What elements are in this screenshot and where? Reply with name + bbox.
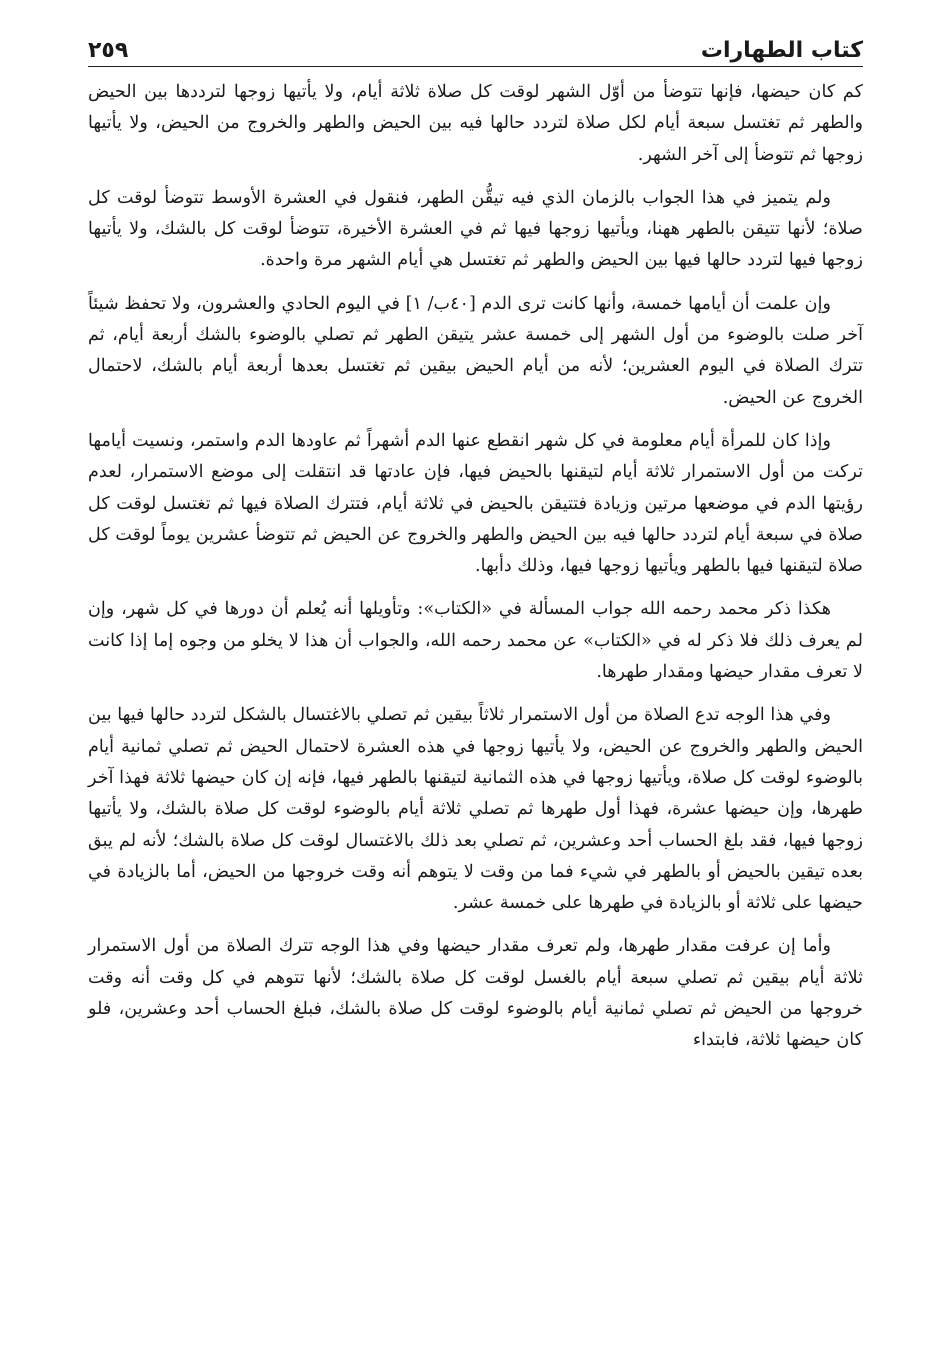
paragraph: وأما إن عرفت مقدار طهرها، ولم تعرف مقدار حيضها وفي هذا الوجه تترك الصلاة من أول الاستمرار ثلاثة أيام بيقين ثم تصلي سبعة أيام بالغسل لوقت كل صلاة بالشك؛ لأنها تتوهم في كل وقت أنه وقت خروجها من الحيض ثم تصلي ثمانية أيام بالوضوء لوقت كل صلاة بالشك، فبلغ الحساب أحد وعشرين، فلو كان حيضها ثلاثة، فابتداء — [88, 936, 863, 1051]
paragraph: هكذا ذكر محمد رحمه الله جواب المسألة في «الكتاب»: وتأويلها أنه يُعلم أن دورها في كل شهر، وإن لم يعرف ذلك فلا ذكر له في «الكتاب» عن محمد رحمه الله، والجواب أن هذا لا يخلو من وجوه إما إذا كانت لا تعرف مقدار حيضها ومقدار طهرها. — [88, 599, 863, 683]
paragraph: وإذا كان للمرأة أيام معلومة في كل شهر انقطع عنها الدم أشهراً ثم عاودها الدم واستمر، ونسيت أيامها تركت من أول الاستمرار ثلاثة أيام لتيقنها بالحيض فيها، فإن عادتها قد انتقلت إلى موضع الاستمرار، لعدم رؤيتها الدم في موضعها مرتين وزيادة فتتيقن بالحيض في ثلاثة أيام، فتترك الصلاة فيها ثم تغتسل لوقت كل صلاة في سبعة أيام لتردد حالها فيه بين الحيض والطهر والخروج عن الحيض ثم تتوضأ عشرين يوماً لوقت كل صلاة لتيقنها فيها بالطهر ويأتيها زوجها فيها، وذلك دأبها. — [88, 430, 863, 577]
paragraph: كم كان حيضها، فإنها تتوضأ من أوّل الشهر لوقت كل صلاة ثلاثة أيام، ولا يأتيها زوجها لترددها بين الحيض والطهر ثم تغتسل سبعة أيام لكل صلاة لتردد حالها فيه بين الحيض والطهر والخروج من الحيض، ولا يأتيها زوجها ثم تتوضأ إلى آخر الشهر. — [88, 82, 863, 165]
page-header — [88, 28, 863, 67]
paragraph: ولم يتميز في هذا الجواب بالزمان الذي فيه تيقُّن الطهر، فنقول في العشرة الأوسط تتوضأ لوقت كل صلاة؛ لأنها تتيقن بالطهر ههنا، ويأتيها زوجها فيها ثم في العشرة الأخيرة، تتوضأ لوقت كل بالشك، ولا يأتيها زوجها فيها لتردد حالها فيها بين الحيض والطهر ثم تغتسل هي أيام الشهر مرة واحدة. — [88, 187, 863, 271]
book-page — [88, 28, 863, 1069]
book-title: كتاب الطهارات — [700, 38, 863, 63]
paragraph: وإن علمت أن أيامها خمسة، وأنها كانت ترى الدم [٤٠ب/ ١] في اليوم الحادي والعشرون، ولا تحفظ شيئاً آخر صلت بالوضوء من أول الشهر إلى خمسة عشر يتيقن الطهر ثم تصلي بالوضوء بالشك أربعة أيام، ثم تترك الصلاة في اليوم العشرين؛ لأنه من أيام الحيض بيقين ثم تغتسل بعدها أربعة أيام بالشك، لاحتمال الخروج عن الحيض. — [88, 293, 863, 408]
paragraph: وفي هذا الوجه تدع الصلاة من أول الاستمرار ثلاثاً بيقين ثم تصلي بالاغتسال بالشكل لتردد حالها فيها بين الحيض والطهر والخروج عن الحيض، ولا يأتيها زوجها في هذه العشرة لاحتمال الحيض ثم تصلي ثمانية أيام بالوضوء لوقت كل صلاة، ويأتيها زوجها في هذه الثمانية لتيقنها بالطهر فيها، فإنه إن كان حيضها ثلاثة فهذا آخر طهرها، وإن حيضها عشرة، فهذا أول طهرها ثم تصلي ثلاثة أيام بالوضوء لوقت كل صلاة بالشك، ولا يأتيها زوجها فيها، فقد بلغ الحساب أحد وعشرين، ثم تصلي بعد ذلك بالاغتسال لوقت كل صلاة بالشك؛ لأنه لم يبق بعده تيقين بالحيض أو بالطهر في شيء فما من وقت لا يتوهم أنه وقت خروجها من الحيض، أما بالزيادة في حيضها على ثلاثة أو بالزيادة في طهرها على خمسة عشر. — [88, 705, 863, 914]
page-number: ٢٥٩ — [88, 38, 129, 63]
body-text — [88, 77, 863, 1057]
